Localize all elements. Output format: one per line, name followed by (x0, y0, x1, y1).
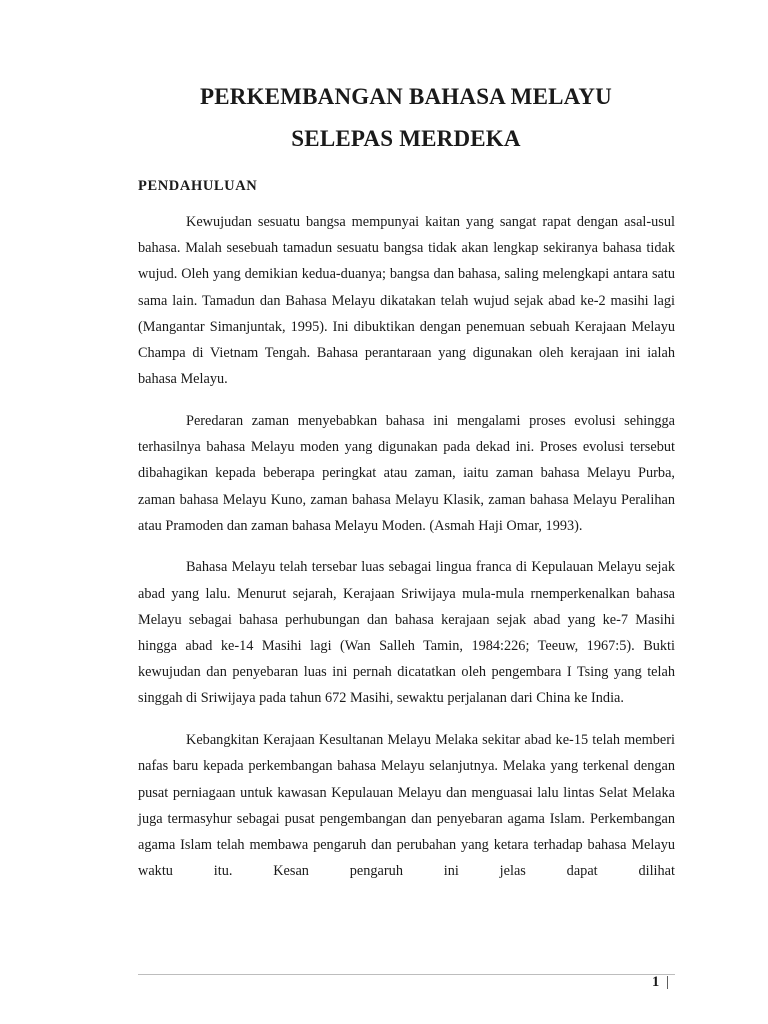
paragraph-4: Kebangkitan Kerajaan Kesultanan Melayu Melaka sekitar abad ke-15 telah memberi nafas baru kepada perkembangan bahasa Melayu selanjutnya. Melaka yang terkenal dengan pusat perniagaan untuk kawasan Kepulauan Melayu dan menguasai lalu lintas Selat Melaka juga termasyhur sebagai pusat pengembangan dan penyebaran agama Islam. Perkembangan agama Islam telah membawa pengaruh dan perubahan yang ketara terhadap bahasa Melayu waktu itu. Kesan pengaruh ini jelas dapat dilihat (138, 732, 675, 880)
paragraph-1: Kewujudan sesuatu bangsa mempunyai kaitan yang sangat rapat dengan asal-usul bahasa. Malah sesebuah tamadun sesuatu bangsa tidak akan lengkap sekiranya bahasa tidak wujud. Oleh yang demikian kedua-duanya; bangsa dan bahasa, saling melengkapi antara satu sama lain. Tamadun dan Bahasa Melayu dikatakan telah wujud sejak abad ke-2 masihi lagi (Mangantar Simanjuntak, 1995). Ini dibuktikan dengan penemuan sebuah Kerajaan Melayu Champa di Vietnam Tengah. Bahasa perantaraan yang digunakan oleh kerajaan ini ialah bahasa Melayu. (138, 214, 675, 388)
page-number: 1 (652, 974, 660, 990)
paragraph-2: Peredaran zaman menyebabkan bahasa ini mengalami proses evolusi sehingga terhasilnya bahasa Melayu moden yang digunakan pada dekad ini. Proses evolusi tersebut dibahagikan kepada beberapa peringkat atau zaman, iaitu zaman bahasa Melayu Purba, zaman bahasa Melayu Kuno, zaman bahasa Melayu Klasik, zaman bahasa Melayu Peralihan atau Pramoden dan zaman bahasa Melayu Moden. (Asmah Haji Omar, 1993). (138, 412, 675, 534)
footer-rule (138, 974, 675, 975)
title-line-2: SELEPAS MERDEKA (291, 126, 521, 151)
paragraph-3: Bahasa Melayu telah tersebar luas sebagai lingua franca di Kepulauan Melayu sejak abad yang lalu. Menurut sejarah, Kerajaan Sriwijaya mula-mula rnemperkenalkan bahasa Melayu sebagai bahasa perhubungan dan bahasa kerajaan sejak abad yang ke-7 Masihi hingga abad ke-14 Masihi lagi (Wan Salleh Tamin, 1984:226; Teeuw, 1967:5). Bukti kewujudan dan penyebaran luas ini pernah dicatatkan oleh pengembara I Tsing yang telah singgah di Sriwijaya pada tahun 672 Masihi, sewaktu perjalanan dari China ke India. (138, 559, 675, 707)
title-line-1: PERKEMBANGAN BAHASA MELAYU (199, 84, 612, 109)
page-number-separator: | (666, 974, 669, 990)
section-heading: PENDAHULUAN (138, 178, 258, 194)
body-text (138, 209, 675, 900)
